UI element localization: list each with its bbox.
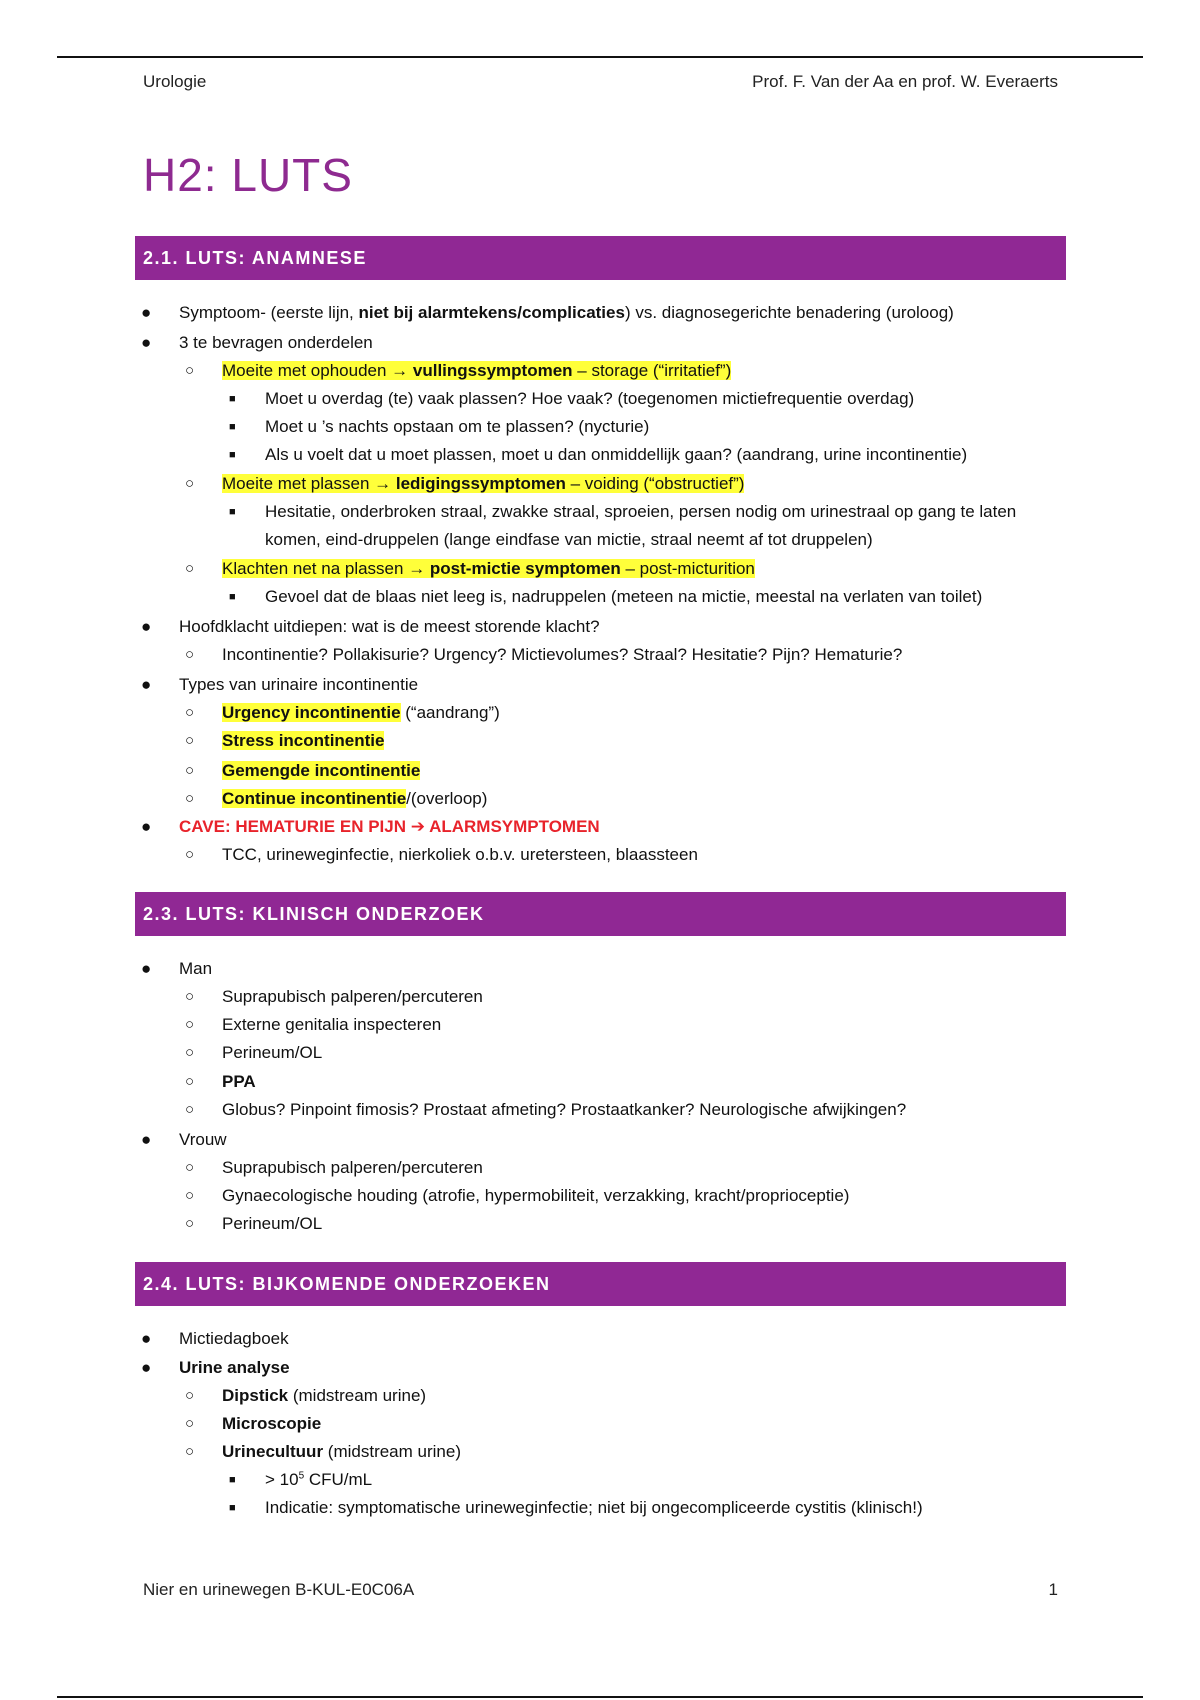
text: > 10	[265, 1470, 299, 1489]
header-authors: Prof. F. Van der Aa en prof. W. Everaerts	[752, 72, 1058, 91]
bullet-icon: ●	[141, 1358, 152, 1377]
circle-bullet-icon: ○	[185, 560, 195, 577]
text: (“aandrang”)	[400, 703, 500, 722]
bullet-icon: ●	[141, 333, 152, 352]
bullet-icon: ●	[141, 675, 152, 694]
text: ) vs. diagnosegerichte benadering (uroloog)	[624, 303, 954, 322]
text-bold: ledigingssymptomen	[391, 474, 566, 493]
bullet-icon: ●	[141, 959, 152, 978]
arrow-right-icon: →	[408, 559, 426, 578]
list-item: TCC, urineweginfectie, nierkoliek o.b.v. uretersteen, blaassteen	[222, 845, 698, 864]
circle-bullet-icon: ○	[185, 1415, 195, 1432]
text: – post-micturition	[620, 559, 755, 578]
list-item-voiding	[222, 470, 744, 498]
text-bold: Gemengde incontinentie	[222, 761, 421, 780]
list-item	[222, 727, 384, 755]
text: (midstream urine)	[288, 1386, 427, 1405]
list-item	[265, 1466, 1065, 1494]
list-item: Moet u ’s nachts opstaan om te plassen? (nycturie)	[265, 417, 650, 436]
list-item: Perineum/OL	[222, 1043, 323, 1062]
highlight	[222, 361, 731, 380]
bullet-icon: ●	[141, 1329, 152, 1348]
list-item: Incontinentie? Pollakisurie? Urgency? Mictievolumes? Straal? Hesitatie? Pijn? Hematurie?	[222, 645, 903, 664]
circle-bullet-icon: ○	[185, 988, 195, 1005]
square-bullet-icon: ■	[229, 506, 236, 518]
circle-bullet-icon: ○	[185, 646, 195, 663]
text-bold: Urinecultuur	[222, 1442, 324, 1461]
list-item	[222, 757, 420, 785]
text: – voiding (“obstructief”)	[565, 474, 745, 493]
superscript: 5	[298, 1470, 305, 1482]
circle-bullet-icon: ○	[185, 362, 195, 379]
arrow-right-icon: ➔	[410, 817, 425, 836]
list-item: Vrouw	[179, 1130, 227, 1149]
top-rule	[57, 56, 1143, 58]
list-item	[222, 699, 500, 727]
text: (midstream urine)	[323, 1442, 461, 1461]
text-bold: PPA	[222, 1072, 256, 1091]
list-item: Hoofdklacht uitdiepen: wat is de meest storende klacht?	[179, 617, 600, 636]
list-item: Gevoel dat de blaas niet leeg is, nadruppelen (meteen na mictie, meestal na verlaten van toilet)	[265, 587, 983, 606]
bullet-icon: ●	[141, 1130, 152, 1149]
list-item	[222, 1438, 461, 1466]
square-bullet-icon: ■	[229, 393, 236, 405]
list-item: Types van urinaire incontinentie	[179, 675, 419, 694]
square-bullet-icon: ■	[229, 421, 236, 433]
square-bullet-icon: ■	[229, 1502, 236, 1514]
list-item: Mictiedagboek	[179, 1329, 289, 1348]
bullet-icon: ●	[141, 617, 152, 636]
list-item: Gynaecologische houding (atrofie, hypermobiliteit, verzakking, kracht/proprioceptie)	[222, 1186, 850, 1205]
text-bold: Dipstick	[222, 1386, 289, 1405]
list-item	[222, 1068, 256, 1096]
list-item	[222, 1410, 321, 1438]
arrow-right-icon: →	[374, 474, 392, 493]
list-item-post-mictie	[222, 555, 755, 583]
text-bold: Urine analyse	[179, 1358, 290, 1377]
footer-course-code: Nier en urinewegen B-KUL-E0C06A	[143, 1580, 415, 1599]
list-item	[179, 299, 954, 327]
list-item: Suprapubisch palperen/percuteren	[222, 1158, 483, 1177]
circle-bullet-icon: ○	[185, 732, 195, 749]
bullet-icon: ●	[141, 817, 152, 836]
text-warning: ALARMSYMPTOMEN	[424, 817, 600, 836]
circle-bullet-icon: ○	[185, 1187, 195, 1204]
text-bold: niet bij alarmtekens/complicaties	[358, 303, 625, 322]
list-item	[222, 785, 487, 813]
text: – storage (“irritatief”)	[572, 361, 732, 380]
list-item	[222, 1382, 426, 1410]
text-bold: Stress incontinentie	[222, 731, 385, 750]
text: /(overloop)	[406, 789, 488, 808]
square-bullet-icon: ■	[229, 449, 236, 461]
list-item: Moet u overdag (te) vaak plassen? Hoe vaak? (toegenomen mictiefrequentie overdag)	[265, 389, 915, 408]
list-item: 3 te bevragen onderdelen	[179, 333, 373, 352]
bottom-rule	[57, 1696, 1143, 1698]
list-item: Man	[179, 959, 213, 978]
circle-bullet-icon: ○	[185, 1016, 195, 1033]
circle-bullet-icon: ○	[185, 1159, 195, 1176]
bullet-icon: ●	[141, 303, 152, 322]
circle-bullet-icon: ○	[185, 762, 195, 779]
list-item: Indicatie: symptomatische urineweginfectie; niet bij ongecompliceerde cystitis (klinisch!)	[265, 1498, 923, 1517]
text: Symptoom- (eerste lijn,	[179, 303, 359, 322]
highlight	[222, 559, 755, 578]
list-item: Externe genitalia inspecteren	[222, 1015, 442, 1034]
list-item: Globus? Pinpoint fimosis? Prostaat afmeting? Prostaatkanker? Neurologische afwijkingen?	[222, 1100, 907, 1119]
circle-bullet-icon: ○	[185, 1073, 195, 1090]
square-bullet-icon: ■	[229, 591, 236, 603]
section-bijkomend-header: 2.4. LUTS: BIJKOMENDE ONDERZOEKEN	[135, 1262, 1066, 1306]
list-item: Perineum/OL	[222, 1214, 323, 1233]
list-item	[179, 1354, 290, 1382]
arrow-right-icon: →	[391, 361, 409, 380]
circle-bullet-icon: ○	[185, 790, 195, 807]
circle-bullet-icon: ○	[185, 1443, 195, 1460]
text-bold: Urgency incontinentie	[222, 703, 401, 722]
circle-bullet-icon: ○	[185, 1101, 195, 1118]
header-course: Urologie	[143, 72, 207, 91]
list-item-storage	[222, 357, 731, 385]
text: Moeite met ophouden	[222, 361, 392, 380]
section-anamnese-header: 2.1. LUTS: ANAMNESE	[135, 236, 1066, 280]
highlight	[222, 474, 744, 493]
text-bold: post-mictie symptomen	[425, 559, 621, 578]
text: CFU/mL	[304, 1470, 373, 1489]
circle-bullet-icon: ○	[185, 475, 195, 492]
page-number: 1	[1048, 1580, 1058, 1599]
circle-bullet-icon: ○	[185, 1387, 195, 1404]
section-klinisch-header: 2.3. LUTS: KLINISCH ONDERZOEK	[135, 892, 1066, 936]
square-bullet-icon: ■	[229, 1474, 236, 1486]
list-item: Als u voelt dat u moet plassen, moet u dan onmiddellijk gaan? (aandrang, urine incontinentie)	[265, 445, 968, 464]
text: Klachten net na plassen	[222, 559, 409, 578]
text-warning: CAVE: HEMATURIE EN PIJN	[179, 817, 411, 836]
circle-bullet-icon: ○	[185, 1044, 195, 1061]
circle-bullet-icon: ○	[185, 1215, 195, 1232]
text-bold: Microscopie	[222, 1414, 322, 1433]
text-bold: Continue incontinentie	[222, 789, 407, 808]
text: Moeite met plassen	[222, 474, 375, 493]
list-item: Hesitatie, onderbroken straal, zwakke straal, sproeien, persen nodig om urinestraal op gang te laten komen, eind-druppelen (lange eindfase van mictie, straal neemt af tot druppelen)	[265, 502, 1017, 549]
list-item: Suprapubisch palperen/percuteren	[222, 987, 483, 1006]
list-item-cave	[179, 813, 600, 841]
circle-bullet-icon: ○	[185, 846, 195, 863]
text-bold: vullingssymptomen	[408, 361, 573, 380]
page-title: H2: LUTS	[143, 149, 353, 201]
circle-bullet-icon: ○	[185, 704, 195, 721]
